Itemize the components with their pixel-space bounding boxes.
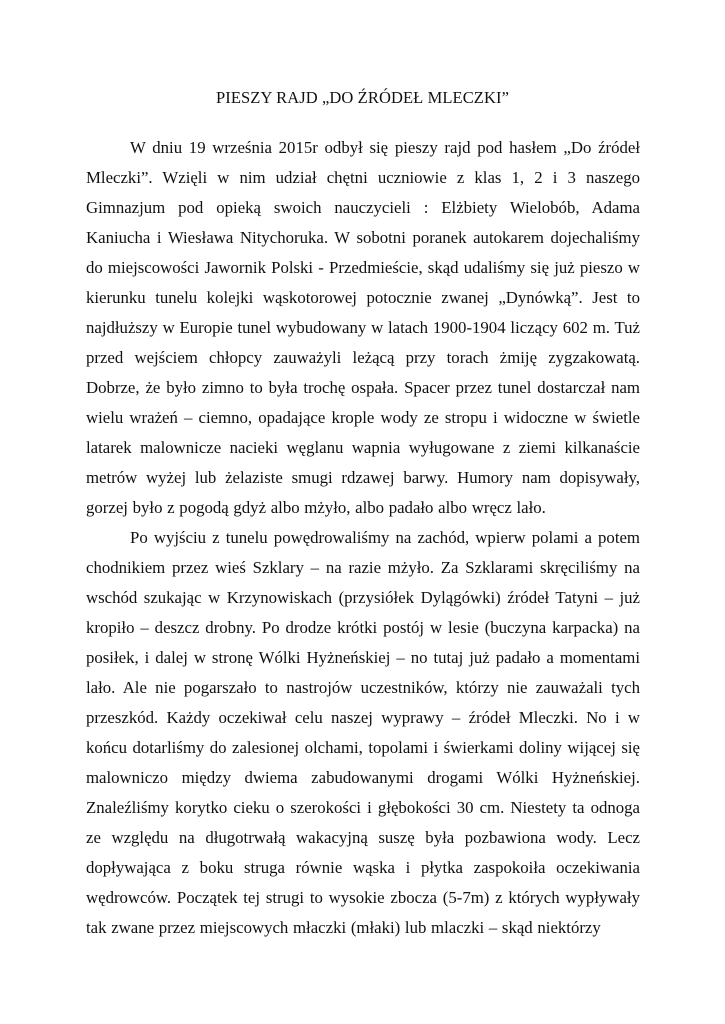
paragraph-1: W dniu 19 września 2015r odbył się pieszy rajd pod hasłem „Do źródeł Mleczki”. Wzięli w nim udział chętni uczniowie z klas 1, 2 i 3 naszego Gimnazjum pod opieką swoich nauczycieli : Elżbiety Wielobób, Adama Kaniucha i Wiesława Nitychoruka. W sobotni poranek autokarem dojechaliśmy do miejscowości Jawornik Polski - Przedmieście, skąd udaliśmy się już pieszo w kierunku tunelu kolejki wąskotorowej potocznie zwanej „Dynówką”. Jest to najdłuższy w Europie tunel wybudowany w latach 1900-1904 liczący 602 m. Tuż przed wejściem chłopcy zauważyli leżącą przy torach żmiję zygzakowatą. Dobrze, że było zimno to była trochę ospała. Spacer przez tunel dostarczał nam wielu wrażeń – ciemno, opadające krople wody ze stropu i widoczne w świetle latarek malownicze nacieki węglanu wapnia wyługowane z ziemi kilkanaście metrów wyżej lub żelaziste smugi rdzawej barwy. Humory nam dopisywały, gorzej było z pogodą gdyż albo mżyło, albo padało albo wręcz lało. bbox=[86, 138, 640, 517]
paragraph-2: Po wyjściu z tunelu powędrowaliśmy na zachód, wpierw polami a potem chodnikiem przez wieś Szklary – na razie mżyło. Za Szklarami skręciliśmy na wschód szukając w Krzynowiskach (przysiółek Dylągówki) źródeł Tatyni – już kropiło – deszcz drobny. Po drodze krótki postój w lesie (buczyna karpacka) na posiłek, i dalej w stronę Wólki Hyżneńskiej – no tutaj już padało a momentami lało. Ale nie pogarszało to nastrojów uczestników, którzy nie zauważali tych przeszkód. Każdy oczekiwał celu naszej wyprawy – źródeł Mleczki. No i w końcu dotarliśmy do zalesionej olchami, topolami i świerkami doliny wijącej się malowniczo między dwiema zabudowanymi drogami Wólki Hyżneńskiej. Znaleźliśmy korytko cieku o szerokości i głębokości 30 cm. Niestety ta odnoga ze względu na długotrwałą wakacyjną suszę była pozbawiona wody. Lecz dopływająca z boku struga równie wąska i płytka zaspokoiła oczekiwania wędrowców. Początek tej strugi to wysokie zbocza (5-7m) z których wypływały tak zwane przez miejscowych młaczki (młaki) lub mlaczki – skąd niektórzy bbox=[86, 528, 640, 937]
document-body bbox=[86, 133, 640, 943]
document-title: PIESZY RAJD „DO ŹRÓDEŁ MLECZKI” bbox=[215, 88, 510, 107]
